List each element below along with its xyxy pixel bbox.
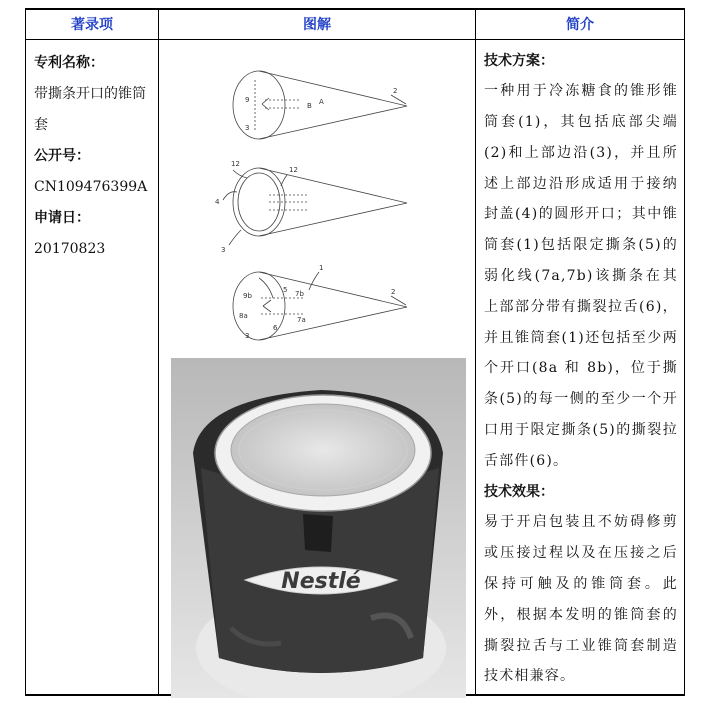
figure-2-cone-with-lid	[223, 165, 407, 245]
publication-number-value: CN109476399A	[34, 178, 148, 195]
patent-name-value: 带撕条开口的锥筒套	[34, 85, 146, 133]
fig3-label-7a: 7a	[297, 315, 306, 324]
technical-solution-label: 技术方案：	[484, 52, 554, 69]
cone-sleeve-drawings	[159, 40, 476, 380]
fig3-label-strip: 5	[283, 285, 288, 294]
fig2-label-lid: 4	[215, 197, 220, 206]
fig1-label-9: 9	[245, 95, 250, 104]
figure-3-cone-with-tear-strip	[233, 272, 407, 340]
header-row	[26, 9, 685, 39]
patent-table	[25, 8, 685, 696]
application-date-label: 申请日：	[34, 209, 90, 226]
fig1-label-rim: 3	[245, 123, 250, 132]
fig3-label-sleeve: 1	[319, 263, 324, 272]
fig1-label-a: A	[319, 97, 324, 106]
summary-cell	[476, 39, 685, 695]
header-summary: 简介	[476, 9, 685, 39]
technical-effect-text: 易于开启包装且不妨碍修剪或压接过程以及在压接之后保持可触及的锥筒套。此外，根据本发明的锥筒套的撕裂拉舌与工业锥筒套制造技术相兼容。	[484, 514, 678, 685]
publication-number-label: 公开号：	[34, 147, 90, 164]
fig2-label-12a: 12	[231, 159, 240, 168]
technical-solution-text: 一种用于冷冻糖食的锥形锥筒套(1)，其包括底部尖端(2)和上部边沿(3)，并且所述上部边沿形成适用于接纳封盖(4)的圆形开口；其中锥筒套(1)包括限定撕条(5)的弱化线(7a,7b)该撕条在其上部部分带有撕裂拉舌(6)，并且锥筒套(1)还包括至少两个开口(8a 和 8b)，位于撕条(5)的每一侧的至少一个开口用于限定撕条(5)的撕裂拉舌部件(6)。	[484, 83, 678, 469]
nestle-logo-text: Nestlé	[281, 568, 361, 594]
fig2-label-12b: 12	[289, 165, 298, 174]
patent-name-label: 专利名称：	[34, 54, 104, 71]
fig1-label-b: B	[307, 101, 312, 110]
fig1-label-tip: 2	[393, 86, 398, 95]
illustration-cell	[159, 39, 476, 695]
bibliography-cell	[26, 39, 159, 695]
content-row	[26, 39, 685, 695]
fig3-label-8a: 8a	[239, 311, 248, 320]
header-bibliography: 著录项	[26, 9, 159, 39]
product-photo	[171, 358, 466, 698]
fig3-label-tip: 2	[391, 287, 396, 296]
technical-effect-label: 技术效果：	[484, 483, 554, 500]
application-date-value: 20170823	[34, 240, 106, 257]
fig3-label-9b: 9b	[243, 291, 252, 300]
fig2-label-rim: 3	[221, 245, 226, 254]
header-illustration: 图解	[159, 9, 476, 39]
fig3-label-tab: 6	[273, 323, 278, 332]
fig3-label-7b: 7b	[295, 289, 304, 298]
fig3-label-rim: 3	[245, 331, 250, 340]
